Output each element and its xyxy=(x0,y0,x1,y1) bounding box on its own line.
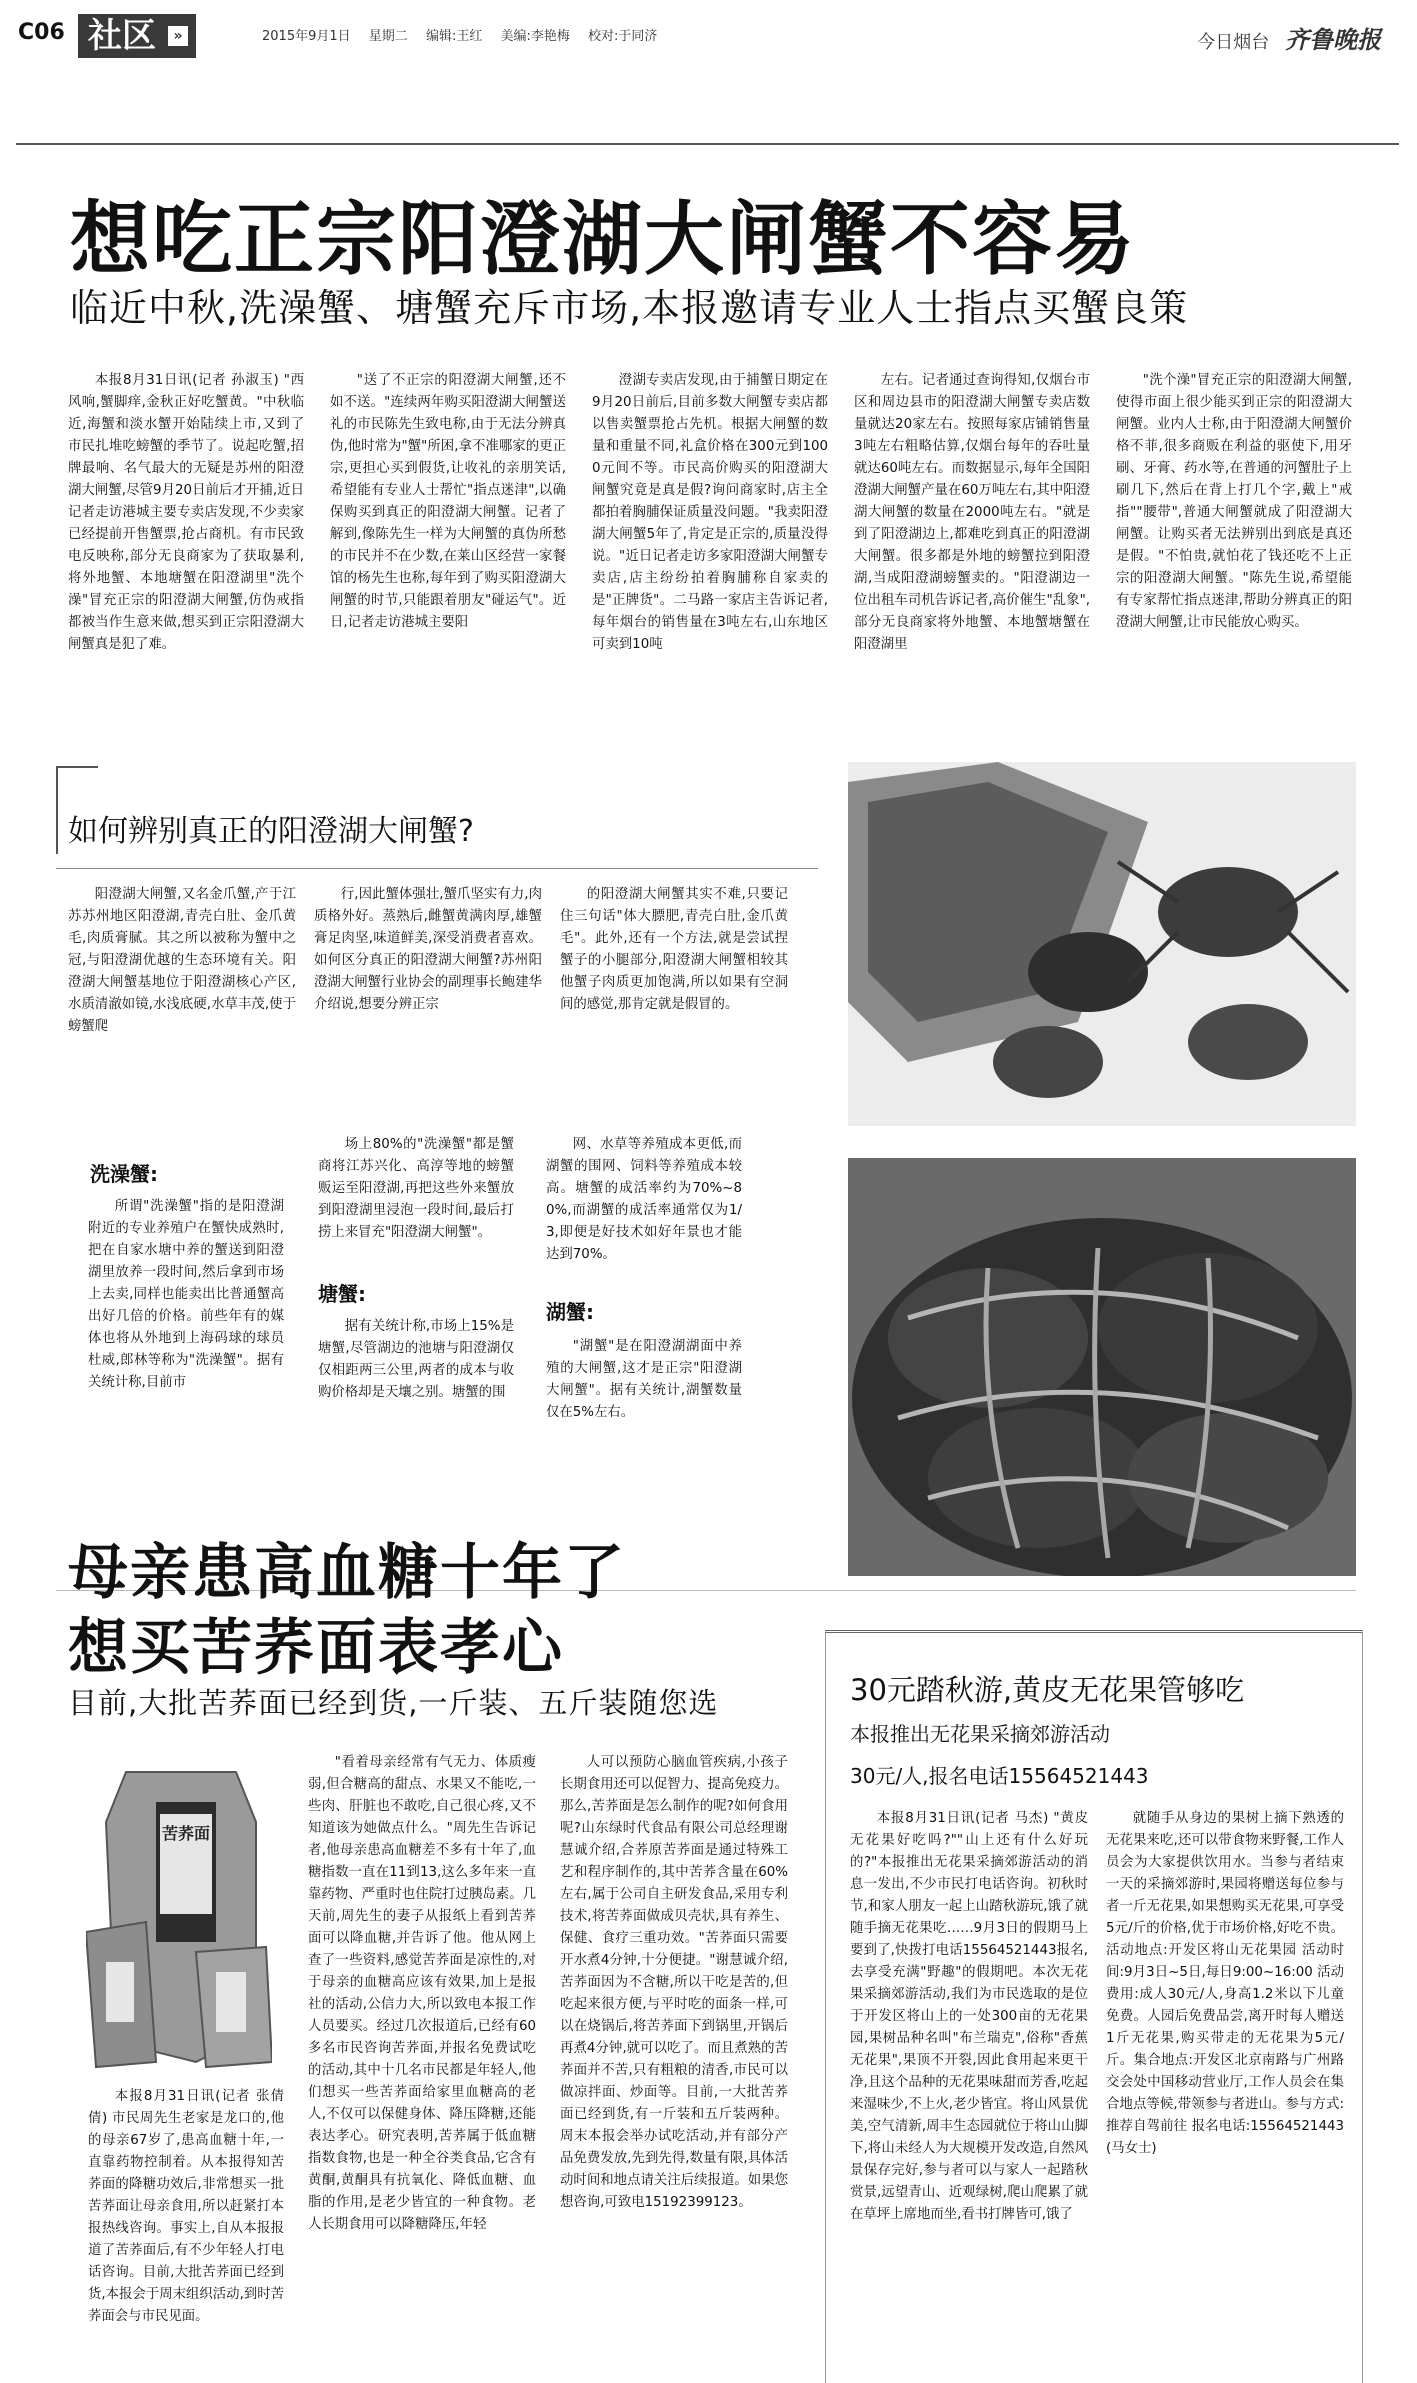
editor-credit: 编辑:王红 xyxy=(425,29,483,44)
paragraph: 本报8月31日讯(记者 孙淑玉) "西风响,蟹脚痒,金秋正好吃蟹黄。"中秋临近,海蟹和淡水蟹开始陆续上市,又到了市民扎堆吃螃蟹的季节了。说起吃蟹,招牌最响、名气最大的无疑是苏州的阳澄湖大闸蟹,尽管9月20日前后才开捕,近日记者走访港城主要专卖店发现,不少卖家已经提前开售蟹票,抢占商机。有市民致电反映称,部分无良商家为了获取暴利,将外地蟹、本地塘蟹在阳澄湖里"洗个澡"冒充正宗的阳澄湖大闸蟹,仿伪戒指都被当作生意来做,想买到正宗阳澄湖大闸蟹真是犯了难。 xyxy=(68,373,304,652)
page-code: C06 xyxy=(18,20,65,45)
paragraph: "看着母亲经常有气无力、体质瘦弱,但合糖高的甜点、水果又不能吃,一些肉、肝脏也不敢吃,自己很心疼,又不知道该为她做点什么。"周先生告诉记者,他母亲患高血糖差不多有十年了,血糖指数一直在11到13,这么多年来一直靠药物、严重时也住院打过胰岛素。几天前,周先生的妻子从报纸上看到苦荞面可以降血糖,并告诉了他。他从网上查了一些资料,感觉苦荞面是凉性的,对于母亲的血糖高应该有效果,加上是报社的活动,公信力大,所以致电本报工作人员要买。经过几次报道后,已经有60多名市民咨询苦荞面,并报名免费试吃的活动,其中十几名市民都是年轻人,他们想买一些苦荞面给家里血糖高的老人,不仅可以保健身体、降压降糖,还能表达孝心。研究表明,苦荞属于低血糖指数食物,也是一种全谷类食品,它含有黄酮,黄酮具有抗氧化、降低血糖、血脂的作用,是老少皆宜的一种食物。老人长期食用可以降糖降压,年轻 xyxy=(308,1755,536,2232)
lower-column xyxy=(318,1134,514,1264)
paragraph: 左右。记者通过查询得知,仅烟台市区和周边县市的阳澄湖大闸蟹专卖店数量就达20家左右。按照每家店铺销售量3吨左右粗略估算,仅烟台每年的吞吐量就达60吨左右。而数据显示,每年全国阳澄湖大闸蟹产量在60万吨左右,其中阳澄湖大闸蟹的数量在2000吨左右。"就是到了阳澄湖边上,都难吃到真正的阳澄湖大闸蟹。很多都是外地的螃蟹拉到阳澄湖,当成阳澄湖螃蟹卖的。"阳澄湖边一位出租车司机告诉记者,高价催生"乱象",部分无良商家将外地蟹、本地蟹塘蟹在阳澄湖里 xyxy=(854,373,1090,652)
fig-event-price: 30元/人,报名电话15564521443 xyxy=(850,1764,1149,1788)
issue-date: 2015年9月1日 xyxy=(262,29,351,44)
paragraph: 行,因此蟹体强壮,蟹爪坚实有力,肉质格外好。蒸熟后,雌蟹黄满肉厚,雄蟹膏足肉坚,味道鲜美,深受消费者喜欢。如何区分真正的阳澄湖大闸蟹?苏州阳澄湖大闸蟹行业协会的副理事长鲍建华介绍说,想要分辨正宗 xyxy=(314,887,542,1012)
second-headline-line2: 想买苦荞面表孝心 xyxy=(68,1613,564,1683)
paragraph: "湖蟹"是在阳澄湖湖面中养殖的大闸蟹,这才是正宗"阳澄湖大闸蟹"。据有关统计,湖蟹数量仅在5%左右。 xyxy=(546,1339,742,1420)
issue-weekday: 星期二 xyxy=(368,29,408,44)
paragraph: 场上80%的"洗澡蟹"都是蟹商将江苏兴化、高淳等地的螃蟹贩运至阳澄湖,再把这些外来蟹放到阳澄湖里浸泡一段时间,最后打捞上来冒充"阳澄湖大闸蟹"。 xyxy=(318,1137,514,1240)
designer-credit: 美编:李艳梅 xyxy=(500,29,570,44)
section-heading-pond: 塘蟹: xyxy=(318,1282,366,1306)
paragraph: 人可以预防心脑血管疾病,小孩子长期食用还可以促智力、提高免疫力。那么,苦荞面是怎么制作的呢?如何食用呢?山东绿时代食品有限公司总经理谢慧诚介绍,合荞原苦荞面是通过特殊工艺和程序制作的,其中苦荞含量在60%左右,属于公司自主研发食品,采用专利技术,将苦荞面做成贝壳状,具有养生、保健、食疗三重功效。"苦荞面只需要开水煮4分钟,十分便捷。"谢慧诚介绍,苦荞面因为不含糖,所以干吃是苦的,但吃起来很方便,与平时吃的面条一样,可以在烧锅后,将苦荞面下到锅里,开锅后再煮4分钟,就可以吃了。而且煮熟的苦荞面并不苦,只有粗粮的清香,市民可以做凉拌面、炒面等。目前,一大批苦荞面已经到货,有一斤装和五斤装两种。周末本报会举办试吃活动,并有部分产品免费发放,先到先得,数量有限,具体活动时间和地点请关注后续报道。如果您想咨询,可致电15192399123。 xyxy=(560,1755,788,2210)
edition-name: 今日烟台 xyxy=(1197,32,1270,53)
paragraph: 本报8月31日讯(记者 马杰) "黄皮无花果好吃吗?""山上还有什么好玩的?"本报推出无花果采摘郊游活动的消息一发出,不少市民打电话咨询。初秋时节,和家人朋友一起上山踏秋游玩,饿了就随手摘无花果吃……9月3日的假期马上要到了,快拨打电话15564521443报名,去享受充满"野趣"的假期吧。本次无花果采摘郊游活动,我们为市民选取的是位于开发区将山上的一处300亩的无花果园,果树品种名叫"布兰瑞克",俗称"香蕉无花果",果顶不开裂,因此食用起来更干净,且这个品种的无花果味甜而芳香,吃起来湿味少,不上火,老少皆宜。将山风景优美,空气清新,周丰生态园就位于将山山脚下,将山未经人为大规模开发改造,自然风景保存完好,参与者可以与家人一起踏秋赏景,远望青山、近观绿树,爬山爬累了就在草坪上席地而坐,看书打牌皆可,饿了 xyxy=(850,1811,1088,2222)
main-headline: 想吃正宗阳澄湖大闸蟹不容易 xyxy=(70,193,1136,286)
box-title: 如何辨别真正的阳澄湖大闸蟹? xyxy=(68,814,474,849)
paper-logo: 齐鲁晚报 xyxy=(1285,25,1381,54)
main-subhead: 临近中秋,洗澡蟹、塘蟹充斥市场,本报邀请专业人士指点买蟹良策 xyxy=(70,286,1189,330)
paragraph: 网、水草等养殖成本更低,而湖蟹的围网、饲料等养殖成本较高。塘蟹的成活率约为70%~80%,而湖蟹的成活率通常仅为1/3,即便是好技术如好年景也才能达到70%。 xyxy=(546,1137,742,1262)
paragraph: 本报8月31日讯(记者 张倩倩) 市民周先生老家是龙口的,他的母亲67岁了,患高血糖十年,一直靠药物控制着。从本报得知苦荞面的降糖功效后,非常想买一批苦荞面让母亲食用,所以赶紧打本报热线咨询。事实上,自从本报报道了苦荞面后,有不少年轻人打电话咨询。目前,大批苦荞面已经到货,本报会于周末组织活动,到时苦荞面会与市民见面。 xyxy=(88,2089,284,2324)
paragraph: "洗个澡"冒充正宗的阳澄湖大闸蟹,使得市面上很少能买到正宗的阳澄湖大闸蟹。业内人士称,由于阳澄湖大闸蟹价格不菲,很多商贩在利益的驱使下,用牙刷、牙膏、药水等,在普通的河蟹肚子上刷几下,然后在背上打几个字,戴上"戒指""腰带",普通大闸蟹就成了阳澄湖大闸蟹。让购买者无法辨别出到底是真还是假。"不怕贵,就怕花了钱还吃不上正宗的阳澄湖大闸蟹。"陈先生说,希望能有专家帮忙指点迷津,帮助分辨真正的阳澄湖大闸蟹,让市民能放心购买。 xyxy=(1116,373,1352,630)
article-column xyxy=(1116,370,1352,710)
box-column xyxy=(68,884,296,1084)
section-heading-wash: 洗澡蟹: xyxy=(90,1162,158,1186)
second-headline-line1: 母亲患高血糖十年了 xyxy=(68,1538,626,1608)
section-heading-lake: 湖蟹: xyxy=(546,1300,594,1324)
issue-meta xyxy=(262,25,671,44)
article2-column xyxy=(88,2086,284,2376)
article2-column xyxy=(560,1752,788,2376)
paragraph: 阳澄湖大闸蟹,又名金爪蟹,产于江苏苏州地区阳澄湖,青壳白肚、金爪黄毛,肉质膏腻。其之所以被称为蟹中之冠,与阳澄湖优越的生态环境有关。阳澄湖大闸蟹基地位于阳澄湖核心产区,水质清澈如镜,水浅底硬,水草丰茂,使于螃蟹爬 xyxy=(68,887,296,1034)
buckwheat-noodle-photo xyxy=(86,1762,272,2072)
paragraph: 的阳澄湖大闸蟹其实不难,只要记住三句话"体大膘肥,青壳白肚,金爪黄毛"。此外,还有一个方法,就是尝试捏蟹子的小腿部分,阳澄湖大闸蟹相较其他蟹子肉质更加饱满,所以如果有空洞间的感觉,那肯定就是假冒的。 xyxy=(560,887,788,1012)
box-divider xyxy=(56,868,818,869)
crab-basket-photo xyxy=(848,762,1356,1126)
lower-column xyxy=(546,1134,742,1304)
article-column xyxy=(68,370,304,710)
paragraph: 澄湖专卖店发现,由于捕蟹日期定在9月20日前后,目前多数大闸蟹专卖店都以售卖蟹票抢占先机。根据大闸蟹的数量和重量不同,礼盒价格在300元到1000元间不等。市民高价购买的阳澄湖大闸蟹究竟是真是假?询问商家时,店主全都拍着胸脯保证质量没问题。"我卖阳澄湖大闸蟹5年了,肯定是正宗的,质量没得说。"近日记者走访多家阳澄湖大闸蟹专卖店,店主纷纷拍着胸脯称自家卖的是"正牌货"。二马路一家店主告诉记者,每年烟台的销售量在3吨左右,山东地区可卖到10吨 xyxy=(592,373,828,652)
article-column xyxy=(854,370,1090,710)
section-label: 社区 xyxy=(88,16,156,56)
paragraph: 就随手从身边的果树上摘下熟透的无花果来吃,还可以带食物来野餐,工作人员会为大家提供饮用水。当参与者结束一天的采摘郊游时,果园将赠送每位参与者一斤无花果,如果想购买无花果,可享受5元/斤的价格,优于市场价格,好吃不贵。活动地点:开发区将山无花果园 活动时间:9月3日~5日,每日9:00~16:00 活动费用:成人30元/人,身高1.2米以下儿童免费。人园后免费品尝,离开时每人赠送1斤无花果,购买带走的无花果为5元/斤。集合地点:开发区北京南路与广州路交会处中国移动营业厅,工作人员会在集合地点等候,带领参与者进山。参与方式:推荐自驾前往 报名电话:15564521443(马女士) xyxy=(1106,1811,1344,2156)
chevron-right-icon: » xyxy=(168,26,188,46)
article-column xyxy=(330,370,566,710)
paragraph: 所谓"洗澡蟹"指的是阳澄湖附近的专业养殖户在蟹快成熟时,把在自家水塘中养的蟹送到阳澄湖里放养一段时间,然后拿到市场上去卖,同样也能卖出比普通蟹高出好几倍的价格。前些年有的媒体也将从外地到上海码球的球员杜威,郎林等称为"洗澡蟹"。据有关统计称,目前市 xyxy=(88,1199,284,1390)
wash-column xyxy=(88,1196,284,1566)
package-label: 苦荞面 xyxy=(162,1824,211,1843)
box-column xyxy=(560,884,788,1084)
side-column xyxy=(850,1808,1088,2376)
crab-tied-photo xyxy=(848,1158,1356,1576)
second-subhead: 目前,大批苦荞面已经到货,一斤装、五斤装随您选 xyxy=(68,1686,719,1720)
header-divider xyxy=(16,143,1399,145)
fig-event-title: 30元踏秋游,黄皮无花果管够吃 xyxy=(850,1673,1245,1707)
box-column xyxy=(314,884,542,1084)
masthead xyxy=(1197,20,1381,55)
paragraph: 据有关统计称,市场上15%是塘蟹,尽管湖边的池塘与阳澄湖仅仅相距两三公里,两者的成本与收购价格却是天壤之别。塘蟹的围 xyxy=(318,1319,514,1400)
paragraph: "送了不正宗的阳澄湖大闸蟹,还不如不送。"连续两年购买阳澄湖大闸蟹送礼的市民陈先生致电称,由于无法分辨真伪,他时常为"蟹"所困,拿不准哪家的更正宗,更担心买到假货,让收礼的亲朋笑话,希望能有专业人士帮忙"指点迷津",以确保购买到真正的阳澄湖大闸蟹。记者了解到,像陈先生一样为大闸蟹的真伪所愁的市民并不在少数,在莱山区经营一家餐馆的杨先生也称,每年到了购买阳澄湖大闸蟹的时节,只能跟着朋友"碰运气"。近日,记者走访港城主要阳 xyxy=(330,373,566,630)
section-tab xyxy=(78,14,196,58)
side-column xyxy=(1106,1808,1344,2376)
fig-event-subtitle: 本报推出无花果采摘郊游活动 xyxy=(850,1722,1110,1746)
article2-column xyxy=(308,1752,536,2376)
proofreader-credit: 校对:于同济 xyxy=(588,29,658,44)
article-column xyxy=(592,370,828,710)
